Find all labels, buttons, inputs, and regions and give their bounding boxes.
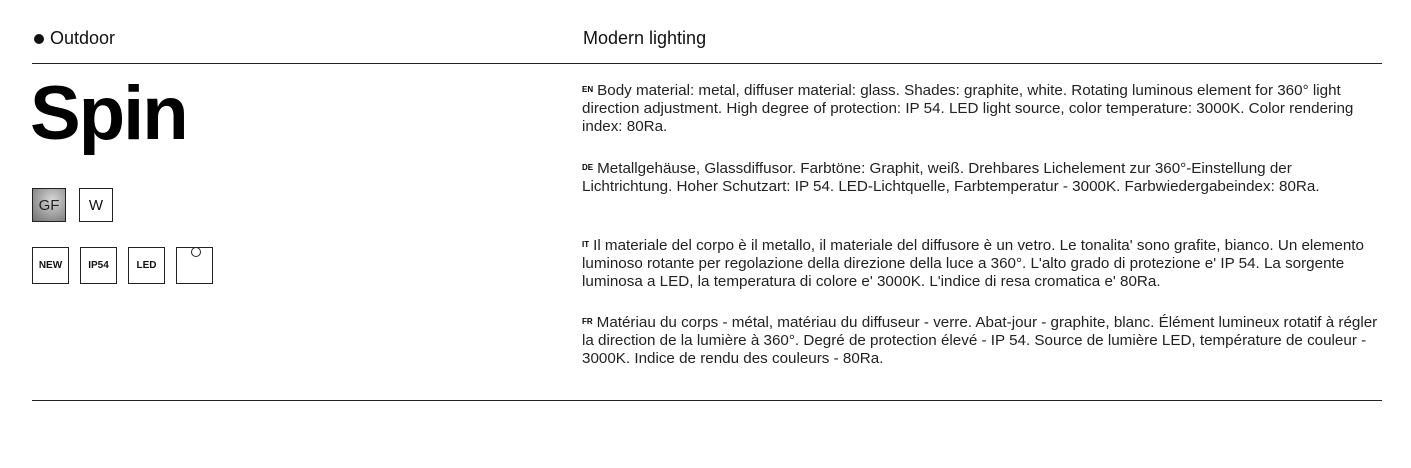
lang-code-de: DE [582,163,594,172]
badge-led: LED [128,247,165,284]
swatch-graphite: GF [32,188,66,222]
top-divider [32,63,1382,64]
description-de [582,159,1382,196]
badge-rotating [176,247,213,284]
badge-new: NEW [32,247,69,284]
lang-code-en: EN [582,85,594,94]
product-title: Spin [30,71,187,156]
description-text-fr: Matériau du corps - métal, matériau du diffuseur - verre. Abat-jour - graphite, blanc. Élément lumineux rotatif à régler la direction de la lumière à 360°. Degré de protection élevé - IP 54. Source de lumière LED, température de couleur - 3000K. Indice de rendu des couleurs - 80Ra. [582,314,1378,367]
description-en [582,81,1382,136]
description-text-en: Body material: metal, diffuser material: glass. Shades: graphite, white. Rotating luminous element for 360° light direction adjustment. High degree of protection: IP 54. LED light source, color temperature: 3000K. Color rendering index: 80Ra. [582,82,1354,135]
description-it [582,236,1382,291]
rotating-element-icon [191,247,201,257]
badge-ip54: IP54 [80,247,117,284]
finish-swatches [32,188,126,222]
description-text-de: Metallgehäuse, Glassdiffusor. Farbtöne: Graphit, weiß. Drehbares Lichelement zur 360°-Einstellung der Lichtrichtung. Hoher Schutzart: IP 54. LED-Lichtquelle, Farbtemperatur - 3000K. Farbwiedergabeindex: 80Ra. [582,160,1320,195]
lang-code-it: IT [582,240,590,249]
description-text-it: Il materiale del corpo è il metallo, il materiale del diffusore è un vetro. Le tonalita' sono grafite, bianco. Un elemento luminoso rotante per regolazione della direzione della luce a 360°. L'alto grado di protezione e' IP 54. La sorgente luminosa a LED, la temperatura di colore e' 3000K. L'indice di resa cromatica e' 80Ra. [582,237,1364,290]
category-label: Outdoor [50,28,116,48]
lang-code-fr: FR [582,317,593,326]
feature-badges [32,247,224,284]
bottom-divider [32,400,1382,401]
description-fr [582,313,1382,368]
swatch-white: W [79,188,113,222]
category-header [34,28,115,49]
subcategory-label: Modern lighting [583,28,707,48]
bullet-icon [34,34,44,44]
